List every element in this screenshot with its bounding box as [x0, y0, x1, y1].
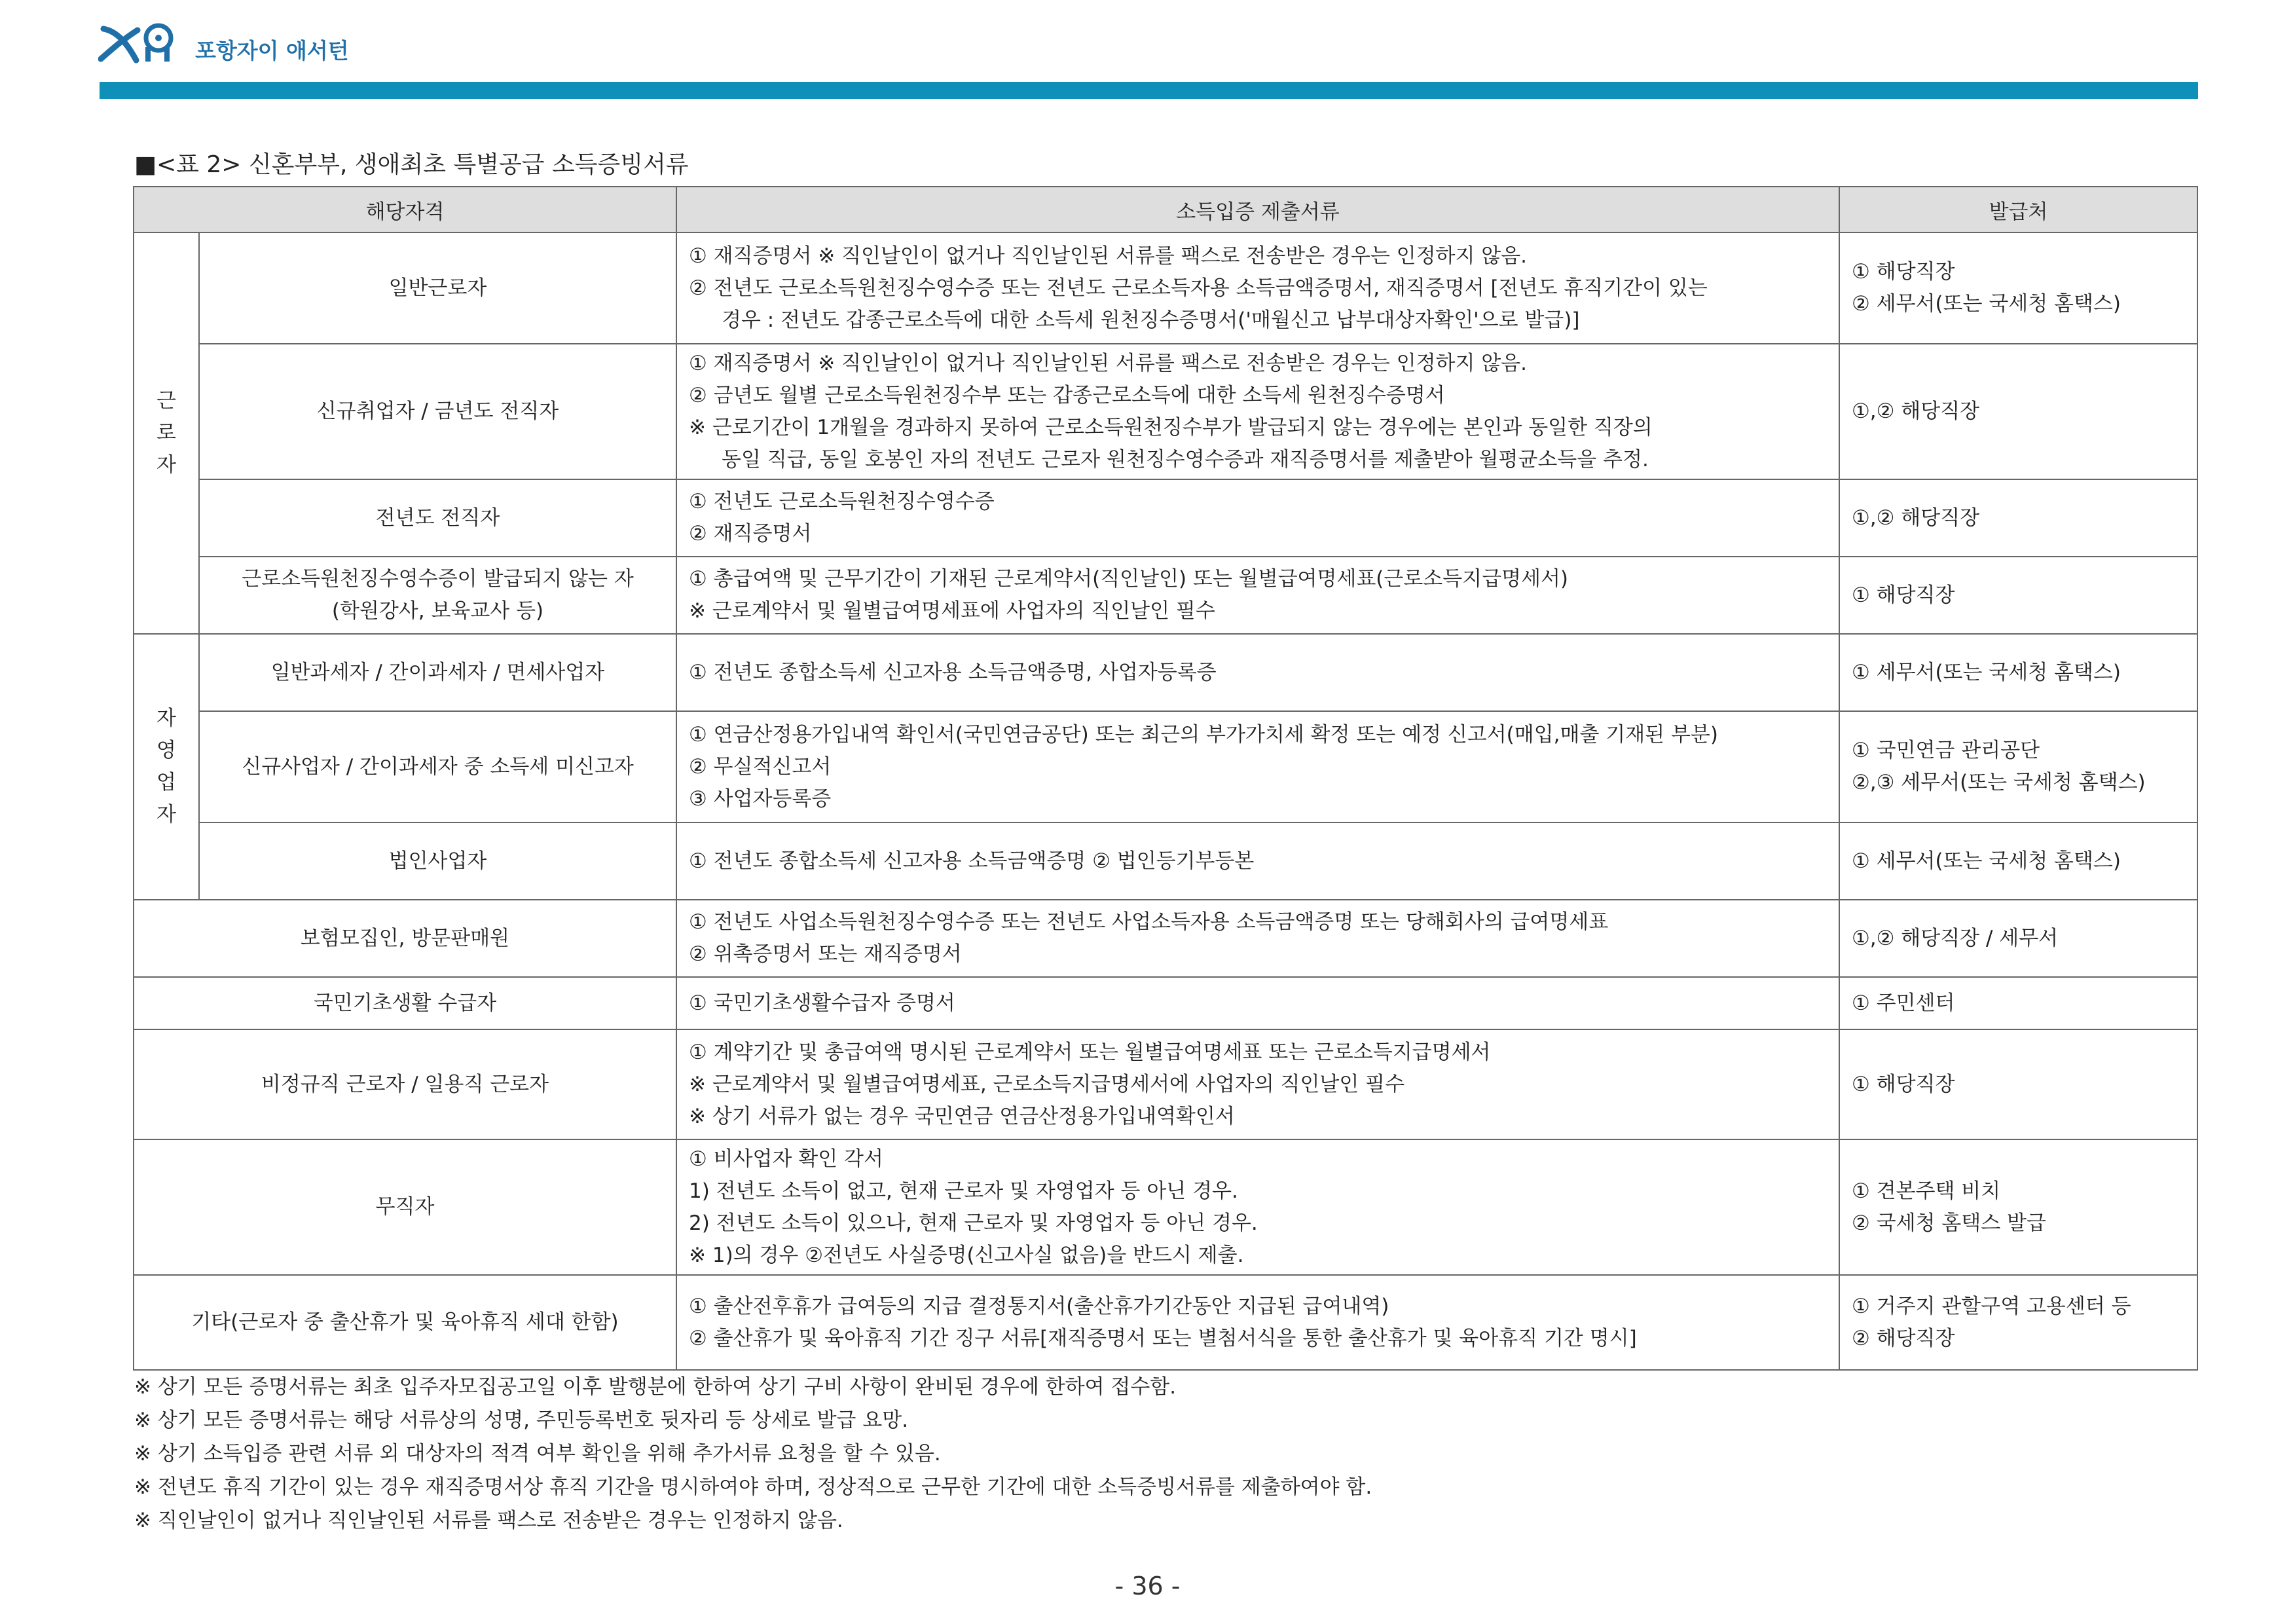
- issuer-line: ② 세무서(또는 국세청 홈택스): [1852, 292, 2121, 316]
- issuer-line: ① 해당직장: [1852, 583, 1955, 607]
- note-line: ※ 상기 모든 증명서류는 최초 입주자모집공고일 이후 발행분에 한하여 상기 구비 사항이 완비된 경우에 한하여 접수함.: [134, 1375, 1177, 1399]
- qualification-cell: 전년도 전직자: [199, 479, 676, 557]
- table-row: [134, 1275, 2197, 1370]
- issuer-cell: [1839, 1029, 2197, 1139]
- qualification-cell: 신규사업자 / 간이과세자 중 소득세 미신고자: [199, 711, 676, 822]
- table-row: [134, 232, 2197, 344]
- qualification-cell: 국민기초생활 수급자: [134, 977, 676, 1029]
- category-worker: 근 로 자: [134, 232, 199, 634]
- brand-name: 포항자이 애서턴: [195, 38, 349, 64]
- header-qualification: 해당자격: [134, 187, 676, 232]
- table-row: [134, 479, 2197, 557]
- doc-line: 동일 직급, 동일 호봉인 자의 전년도 근로자 원천징수영수증과 재직증명서를 제출받아 월평균소득을 추정.: [722, 447, 1649, 471]
- doc-line: ② 위촉증명서 또는 재직증명서: [689, 942, 962, 966]
- doc-line: ② 무실적신고서: [689, 754, 832, 779]
- issuer-cell: [1839, 479, 2197, 557]
- doc-line: ① 계약기간 및 총급여액 명시된 근로계약서 또는 월별급여명세표 또는 근로소득지급명세서: [689, 1040, 1491, 1064]
- header-row: [134, 187, 2197, 232]
- issuer-cell: [1839, 711, 2197, 822]
- table-row: [134, 977, 2197, 1029]
- issuer-line: ②,③ 세무서(또는 국세청 홈택스): [1852, 771, 2146, 794]
- doc-line: ① 연금산정용가입내역 확인서(국민연금공단) 또는 최근의 부가가치세 확정 또는 예정 신고서(매입,매출 기재된 부분): [689, 722, 1718, 747]
- header-documents: 소득입증 제출서류: [676, 187, 1839, 232]
- qualification-cell: 일반근로자: [199, 232, 676, 344]
- category-self-employed: 자 영 업 자: [134, 634, 199, 900]
- qualification-cell: 비정규직 근로자 / 일용직 근로자: [134, 1029, 676, 1139]
- table-row: [134, 900, 2197, 977]
- header-bar: [100, 82, 2198, 99]
- doc-line: ② 전년도 근로소득원천징수영수증 또는 전년도 근로소득자용 소득금액증명서, 재직증명서 [전년도 휴직기간이 있는: [689, 276, 1708, 300]
- documents-cell: [676, 1029, 1839, 1139]
- documents-cell: [676, 344, 1839, 479]
- doc-line: ② 출산휴가 및 육아휴직 기간 징구 서류[재직증명서 또는 별첨서식을 통한 출산휴가 및 육아휴직 기간 명시]: [689, 1326, 1637, 1350]
- issuer-cell: [1839, 634, 2197, 711]
- doc-line: ① 국민기초생활수급자 증명서: [689, 991, 955, 1015]
- issuer-cell: [1839, 900, 2197, 977]
- issuer-line: ① 견본주택 비치: [1852, 1179, 2001, 1203]
- table-row: [134, 1029, 2197, 1139]
- doc-line: 경우 : 전년도 갑종근로소득에 대한 소득세 원천징수증명서('매월신고 납부대상자확인'으로 발급)]: [722, 308, 1580, 332]
- table-row: [134, 1139, 2197, 1275]
- qualification-cell: 일반과세자 / 간이과세자 / 면세사업자: [199, 634, 676, 711]
- issuer-line: ① 해당직장: [1852, 1072, 1955, 1096]
- issuer-cell: [1839, 232, 2197, 344]
- documents-cell: [676, 822, 1839, 900]
- doc-line: ① 총급여액 및 근무기간이 기재된 근로계약서(직인날인) 또는 월별급여명세표(근로소득지급명세서): [689, 567, 1568, 591]
- qualification-cell: 기타(근로자 중 출산휴가 및 육아휴직 세대 한함): [134, 1275, 676, 1370]
- issuer-cell: [1839, 344, 2197, 479]
- issuer-line: ①,② 해당직장: [1852, 506, 1980, 530]
- issuer-cell: [1839, 1139, 2197, 1275]
- qualification-cell: 법인사업자: [199, 822, 676, 900]
- issuer-line: ② 해당직장: [1852, 1326, 1955, 1350]
- issuer-line: ① 세무서(또는 국세청 홈택스): [1852, 849, 2121, 873]
- doc-line: ③ 사업자등록증: [689, 786, 832, 811]
- documents-cell: [676, 479, 1839, 557]
- issuer-cell: [1839, 1275, 2197, 1370]
- header-issuer: 발급처: [1839, 187, 2197, 232]
- note-line: ※ 상기 모든 증명서류는 해당 서류상의 성명, 주민등록번호 뒷자리 등 상세로 발급 요망.: [134, 1409, 909, 1432]
- note-line: ※ 전년도 휴직 기간이 있는 경우 재직증명서상 휴직 기간을 명시하여야 하며, 정상적으로 근무한 기간에 대한 소득증빙서류를 제출하여야 함.: [134, 1475, 1372, 1499]
- doc-line: ① 전년도 종합소득세 신고자용 소득금액증명 ② 법인등기부등본: [689, 849, 1255, 873]
- doc-line: ① 재직증명서 ※ 직인날인이 없거나 직인날인된 서류를 팩스로 전송받은 경우는 인정하지 않음.: [689, 351, 1528, 375]
- doc-line: ① 재직증명서 ※ 직인날인이 없거나 직인날인된 서류를 팩스로 전송받은 경우는 인정하지 않음.: [689, 244, 1528, 268]
- doc-line: 1) 전년도 소득이 없고, 현재 근로자 및 자영업자 등 아닌 경우.: [689, 1179, 1238, 1203]
- issuer-line: ① 거주지 관할구역 고용센터 등: [1852, 1294, 2131, 1318]
- issuer-line: ①,② 해당직장: [1852, 399, 1980, 423]
- documents-cell: [676, 557, 1839, 634]
- table-row: [134, 344, 2197, 479]
- issuer-line: ① 주민센터: [1852, 991, 1955, 1015]
- qualification-cell: [199, 557, 676, 634]
- qualification-cell: 신규취업자 / 금년도 전직자: [199, 344, 676, 479]
- issuer-line: ① 세무서(또는 국세청 홈택스): [1852, 660, 2121, 684]
- doc-line: 2) 전년도 소득이 있으나, 현재 근로자 및 자영업자 등 아닌 경우.: [689, 1211, 1258, 1235]
- issuer-line: ② 국세청 홈택스 발급: [1852, 1211, 2046, 1235]
- documents-cell: [676, 1275, 1839, 1370]
- table-row: [134, 557, 2197, 634]
- qualification-text: 근로소득원천징수영수증이 발급되지 않는 자 (학원강사, 보육교사 등): [242, 567, 634, 623]
- page-number: - 36 -: [1114, 1572, 1181, 1600]
- table-caption: ■<표 2> 신혼부부, 생애최초 특별공급 소득증빙서류: [134, 151, 689, 178]
- doc-line: ※ 근로계약서 및 월별급여명세표, 근로소득지급명세서에 사업자의 직인날인 필수: [689, 1072, 1405, 1096]
- doc-line: ① 전년도 종합소득세 신고자용 소득금액증명, 사업자등록증: [689, 660, 1217, 684]
- income-proof-table: [133, 186, 2198, 1371]
- documents-cell: [676, 634, 1839, 711]
- qualification-cell: 보험모집인, 방문판매원: [134, 900, 676, 977]
- qualification-cell: 무직자: [134, 1139, 676, 1275]
- documents-cell: [676, 977, 1839, 1029]
- issuer-line: ① 해당직장: [1852, 260, 1955, 284]
- doc-line: ※ 1)의 경우 ②전년도 사실증명(신고사실 없음)을 반드시 제출.: [689, 1243, 1244, 1267]
- issuer-cell: [1839, 557, 2197, 634]
- table-row: [134, 711, 2197, 822]
- doc-line: ① 전년도 근로소득원천징수영수증: [689, 490, 995, 513]
- doc-line: ① 출산전후휴가 급여등의 지급 결정통지서(출산휴가기간동안 지급된 급여내역): [689, 1294, 1389, 1318]
- doc-line: ※ 근로계약서 및 월별급여명세표에 사업자의 직인날인 필수: [689, 599, 1215, 623]
- issuer-line: ① 국민연금 관리공단: [1852, 739, 2040, 762]
- xi-logo-icon: [98, 20, 183, 65]
- documents-cell: [676, 1139, 1839, 1275]
- documents-cell: [676, 900, 1839, 977]
- note-line: ※ 직인날인이 없거나 직인날인된 서류를 팩스로 전송받은 경우는 인정하지 않음.: [134, 1509, 843, 1532]
- doc-line: ※ 근로기간이 1개월을 경과하지 못하여 근로소득원천징수부가 발급되지 않는 경우에는 본인과 동일한 직장의: [689, 415, 1653, 439]
- table-row: [134, 634, 2197, 711]
- doc-line: ② 재직증명서: [689, 522, 812, 545]
- documents-cell: [676, 711, 1839, 822]
- notes: [134, 1371, 1372, 1538]
- issuer-line: ①,② 해당직장 / 세무서: [1852, 926, 2059, 950]
- doc-line: ② 금년도 월별 근로소득원천징수부 또는 갑종근로소득에 대한 소득세 원천징수증명서: [689, 383, 1445, 407]
- doc-line: ① 전년도 사업소득원천징수영수증 또는 전년도 사업소득자용 소득금액증명 또는 당해회사의 급여명세표: [689, 910, 1609, 934]
- documents-cell: [676, 232, 1839, 344]
- note-line: ※ 상기 소득입증 관련 서류 외 대상자의 적격 여부 확인을 위해 추가서류 요청을 할 수 있음.: [134, 1442, 941, 1466]
- table-row: [134, 822, 2197, 900]
- issuer-cell: [1839, 822, 2197, 900]
- doc-line: ① 비사업자 확인 각서: [689, 1147, 883, 1171]
- issuer-cell: [1839, 977, 2197, 1029]
- doc-line: ※ 상기 서류가 없는 경우 국민연금 연금산정용가입내역확인서: [689, 1104, 1235, 1128]
